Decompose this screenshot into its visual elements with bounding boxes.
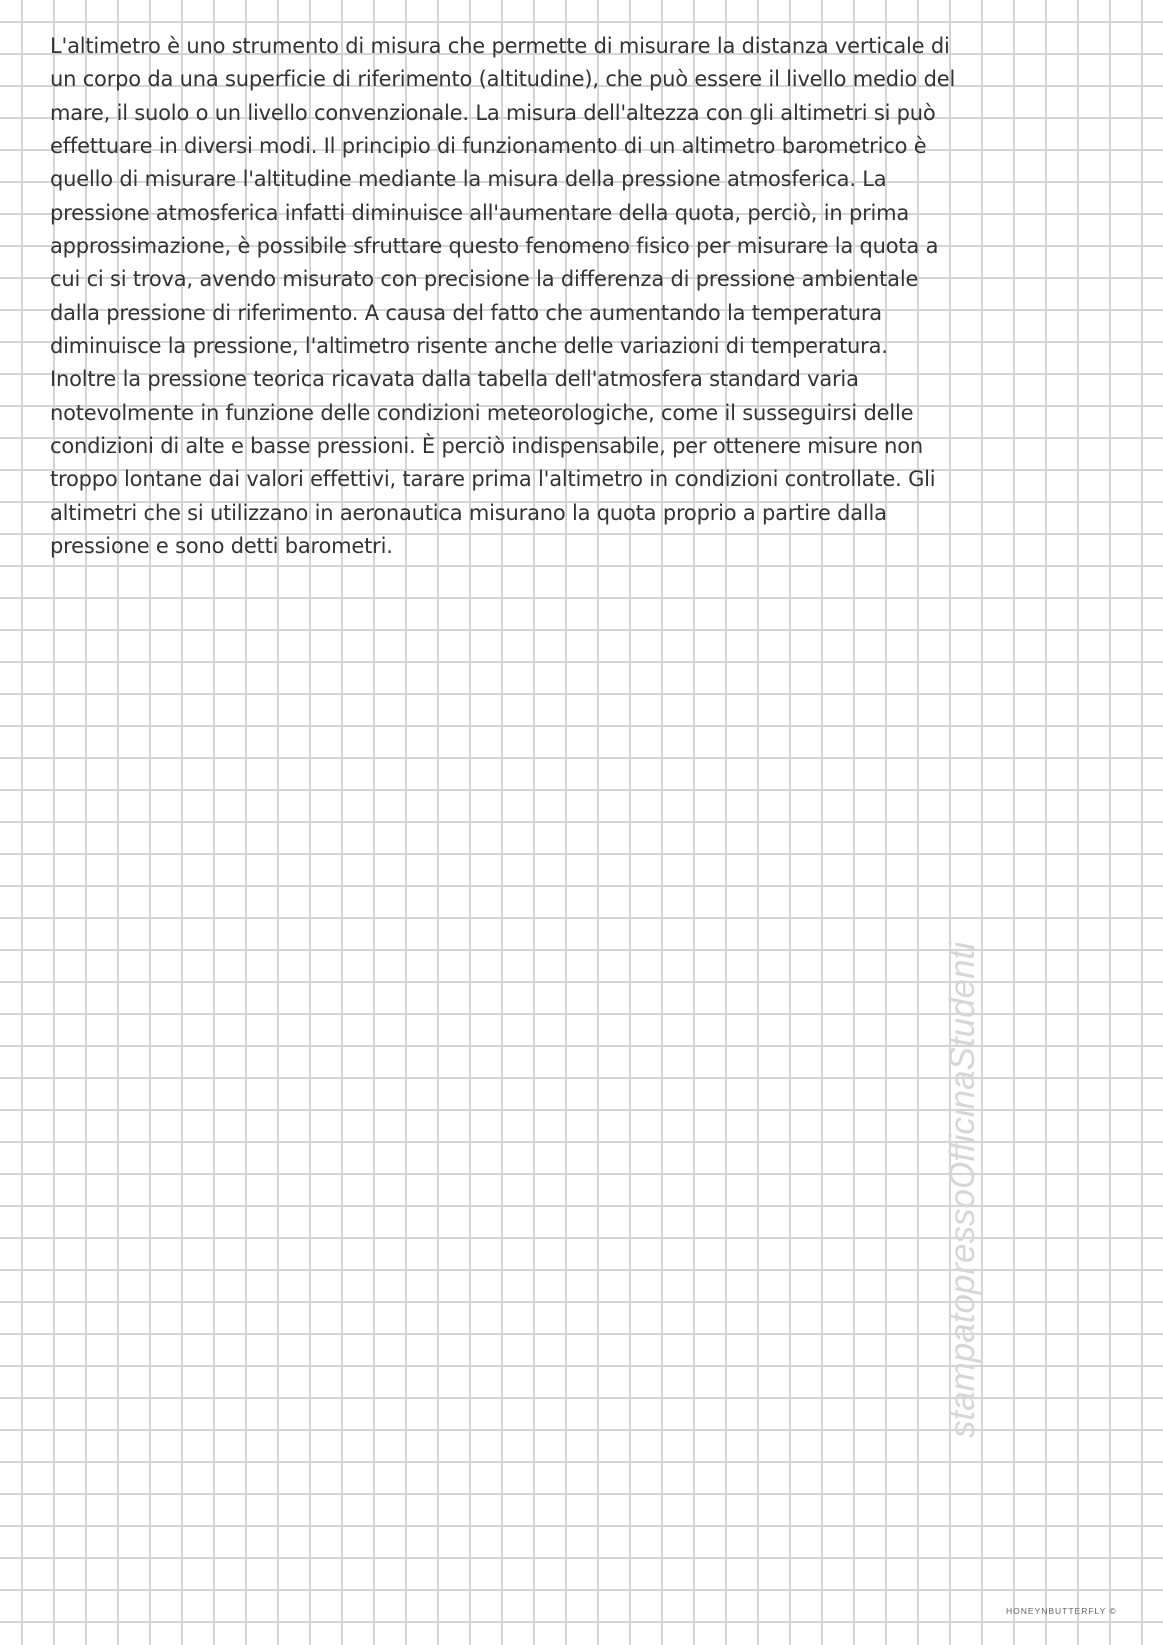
- text-line: L'altimetro è uno strumento di misura che permette di misurare la distanza verticale di: [50, 34, 950, 58]
- text-line: approssimazione, è possibile sfruttare questo fenomeno fisico per misurare la quota a: [50, 233, 939, 258]
- watermark: stampatopressoOfficinaStudenti: [943, 941, 982, 1439]
- text-line: effettuare in diversi modi. Il principio di funzionamento di un altimetro barometrico è: [50, 133, 927, 158]
- text-line: pressione e sono detti barometri.: [50, 533, 393, 558]
- text-line: altimetri che si utilizzano in aeronautica misurano la quota proprio a partire dalla: [50, 500, 887, 525]
- text-line: Inoltre la pressione teorica ricavata dalla tabella dell'atmosfera standard varia: [50, 367, 859, 392]
- text-line: quello di misurare l'altitudine mediante la misura della pressione atmosferica. La: [50, 167, 887, 192]
- body-paragraph: [50, 30, 1130, 563]
- text-line: pressione atmosferica infatti diminuisce all'aumentare della quota, perciò, in prima: [50, 200, 910, 225]
- text-line: cui ci si trova, avendo misurato con precisione la differenza di pressione ambientale: [50, 267, 919, 292]
- text-line: mare, il suolo o un livello convenzionale. La misura dell'altezza con gli altimetri si può: [50, 100, 936, 125]
- text-line: un corpo da una superficie di riferimento (altitudine), che può essere il livello medio del: [50, 67, 956, 92]
- brand-credit: HONEYNBUTTERFLY ©: [1006, 1606, 1117, 1616]
- text-line: notevolmente in funzione delle condizioni meteorologiche, come il susseguirsi delle: [50, 400, 914, 425]
- text-line: dalla pressione di riferimento. A causa del fatto che aumentando la temperatura: [50, 300, 882, 325]
- text-line: diminuisce la pressione, l'altimetro risente anche delle variazioni di temperatura.: [50, 333, 888, 358]
- text-line: condizioni di alte e basse pressioni. È perciò indispensabile, per ottenere misure non: [50, 433, 924, 458]
- text-line: troppo lontane dai valori effettivi, tarare prima l'altimetro in condizioni controllate. Gli: [50, 467, 936, 492]
